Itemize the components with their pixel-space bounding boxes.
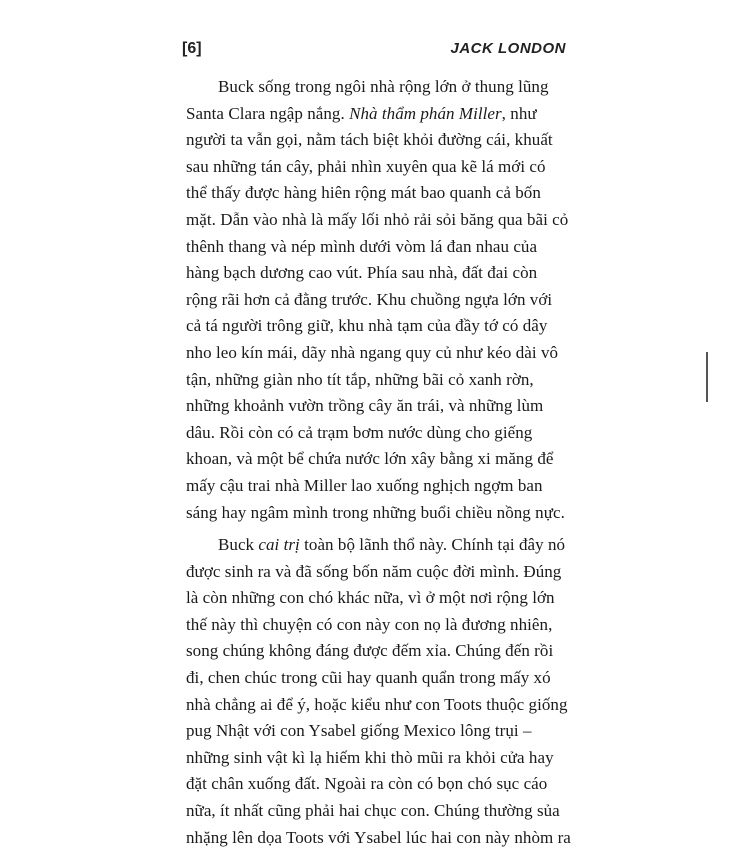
- text-line: [186, 473, 568, 500]
- text-line: [186, 260, 568, 287]
- text-run: Buck: [218, 535, 259, 555]
- text-line: [186, 367, 568, 394]
- text-line: [186, 638, 568, 665]
- text-run: Buck sống trong ngôi nhà rộng lớn ở thung lũng: [218, 77, 549, 96]
- text-line: [186, 825, 571, 851]
- text-run: sáng hay ngâm mình trong những buổi chiều nồng nực.: [186, 502, 565, 522]
- text-line: [186, 127, 568, 154]
- page-header: [182, 40, 566, 64]
- text-run: pug Nhật với con Ysabel giống Mexico lông trụi –: [186, 721, 532, 741]
- text-line: [186, 101, 568, 128]
- body-text: [186, 74, 571, 851]
- text-line: [186, 798, 568, 825]
- text-run: , như: [501, 103, 537, 123]
- text-line: [186, 180, 568, 207]
- text-line: [186, 532, 568, 559]
- text-line: [186, 612, 568, 639]
- text-run: đi, chen chúc trong cũi hay quanh quẩn trong mấy xó: [186, 668, 551, 688]
- text-line: [186, 420, 568, 447]
- text-run: toàn bộ lãnh thổ này. Chính tại đây nó: [299, 535, 566, 555]
- text-line: [186, 771, 568, 798]
- text-line: [186, 665, 568, 692]
- page-number: [6]: [182, 40, 202, 57]
- text-line: [186, 393, 568, 420]
- text-run: những khoảnh vườn trồng cây ăn trái, và những lùm: [186, 396, 544, 416]
- paragraph: [186, 74, 568, 526]
- text-run: nhặng lên dọa Toots với Ysabel lúc hai con này nhòm ra: [186, 827, 571, 847]
- text-run: thênh thang và nép mình dưới vòm lá đan nhau của: [186, 236, 538, 256]
- running-head: JACK LONDON: [450, 40, 566, 57]
- text-line: [186, 154, 568, 181]
- text-line: [186, 446, 568, 473]
- text-line: [186, 559, 568, 586]
- text-line: [186, 74, 568, 101]
- text-run: thể thấy được hàng hiên rộng mát bao quanh cả bốn: [186, 183, 541, 203]
- text-run: dâu. Rồi còn có cả trạm bơm nước dùng cho giếng: [186, 422, 533, 442]
- text-run: tận, những giàn nho tít tắp, những bãi cỏ xanh rờn,: [186, 369, 534, 389]
- italic-text: cai trị: [258, 535, 300, 555]
- text-line: [186, 745, 568, 772]
- text-line: [186, 287, 568, 314]
- text-line: [186, 207, 568, 234]
- text-run: nữa, ít nhất cũng phải hai chục con. Chúng thường sủa: [186, 801, 560, 821]
- text-run: hàng bạch dương cao vút. Phía sau nhà, đất đai còn: [186, 263, 538, 283]
- text-line: [186, 692, 568, 719]
- text-line: [186, 500, 568, 527]
- text-run: mặt. Dẫn vào nhà là mấy lối nhỏ rải sỏi băng qua bãi cỏ: [186, 209, 569, 229]
- text-line: [186, 585, 568, 612]
- text-run: song chúng không đáng được đếm xỉa. Chúng đến rồi: [186, 641, 554, 661]
- italic-text: Nhà thẩm phán Miller: [349, 103, 502, 123]
- text-run: được sinh ra và đã sống bốn năm cuộc đời mình. Đúng: [186, 561, 562, 581]
- text-run: sau những tán cây, phải nhìn xuyên qua kẽ lá mới có: [186, 156, 546, 176]
- margin-mark: [706, 352, 708, 402]
- text-line: [186, 234, 568, 261]
- text-run: mấy cậu trai nhà Miller lao xuống nghịch ngợm ban: [186, 475, 543, 495]
- text-run: là còn những con chó khác nữa, vì ở một nơi rộng lớn: [186, 588, 555, 608]
- text-run: nhà chẳng ai để ý, hoặc kiểu như con Toots thuộc giống: [186, 694, 568, 714]
- text-run: khoan, và một bể chứa nước lớn xây bằng xi măng để: [186, 449, 554, 469]
- text-run: thế này thì chuyện có con này con nọ là đương nhiên,: [186, 614, 553, 634]
- text-run: rộng rãi hơn cả đằng trước. Khu chuồng ngựa lớn với: [186, 289, 553, 309]
- text-run: những sinh vật kì lạ hiếm khi thò mũi ra khỏi cửa hay: [186, 747, 554, 767]
- text-line: [186, 313, 568, 340]
- text-run: cả tá người trông giữ, khu nhà tạm của đầy tớ có dây: [186, 316, 548, 336]
- text-run: đặt chân xuống đất. Ngoài ra còn có bọn chó sục cáo: [186, 774, 548, 794]
- text-line: [186, 340, 568, 367]
- text-line: [186, 718, 568, 745]
- text-run: nho leo kín mái, dãy nhà ngang quy củ như kéo dài vô: [186, 342, 559, 362]
- text-run: người ta vẫn gọi, nằm tách biệt khỏi đường cái, khuất: [186, 130, 553, 150]
- paragraph: [186, 532, 571, 851]
- text-run: Santa Clara ngập nắng.: [186, 103, 350, 123]
